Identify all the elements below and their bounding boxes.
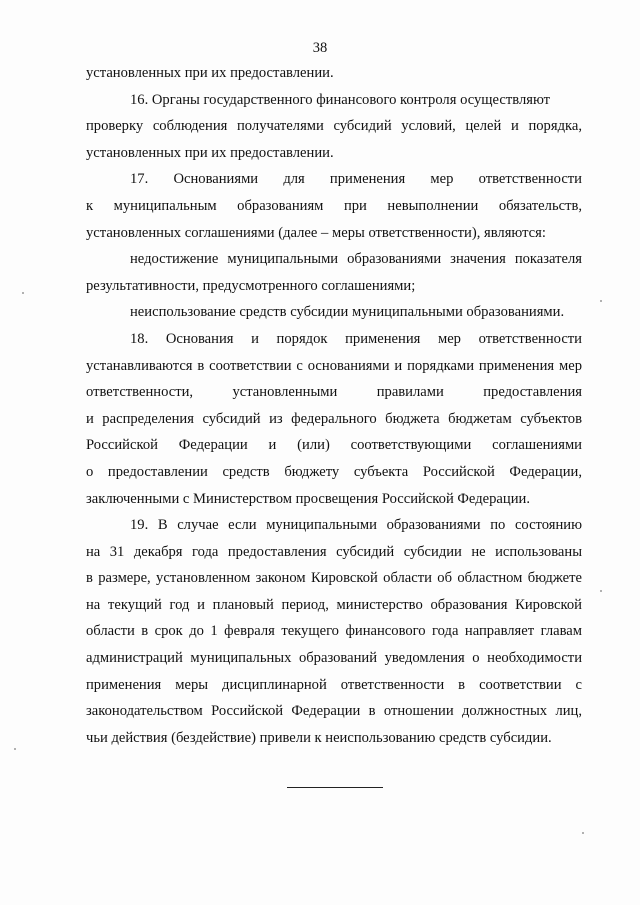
text-line: заключенными с Министерством просвещения Российской Федерации.: [86, 490, 530, 507]
text-line: установленных при их предоставлении.: [86, 65, 334, 81]
scan-speck: [582, 832, 584, 834]
text-line: к муниципальным образованиям при невыполнении обязательств,: [86, 197, 582, 214]
paragraph-18-line: 18. Основания и порядок применения мер ответственности: [130, 330, 582, 347]
closing-rule: [287, 787, 383, 788]
text-line: применения меры дисциплинарной ответственности в соответствии с: [86, 676, 582, 693]
text-line: о предоставлении средств бюджету субъекта Российской Федерации,: [86, 463, 582, 480]
text-line: установленных соглашениями (далее – меры ответственности), являются:: [86, 224, 546, 241]
text-line: Российской Федерации и (или) соответствующими соглашениями: [86, 437, 582, 454]
text-line: результативности, предусмотренного соглашениями;: [86, 277, 416, 294]
scan-speck: [14, 748, 16, 750]
text-line: устанавливаются в соответствии с основаниями и порядками применения мер: [86, 357, 582, 374]
text-line: установленных при их предоставлении.: [86, 144, 334, 161]
text-line: области в срок до 1 февраля текущего финансового года направляет главам: [86, 623, 582, 640]
text-line: на текущий год и плановый период, министерство образования Кировской: [86, 596, 582, 613]
text-line: администраций муниципальных образований уведомления о необходимости: [86, 650, 582, 667]
text-line: недостижение муниципальными образованиями значения показателя: [130, 251, 582, 268]
paragraph-17-line: 17. Основаниями для применения мер ответственности: [130, 171, 582, 188]
scan-speck: [600, 300, 602, 302]
text-line: на 31 декабря года предоставления субсидий субсидии не использованы: [86, 543, 582, 560]
text-line: чьи действия (бездействие) привели к неиспользованию средств субсидии.: [86, 729, 552, 746]
paragraph-19-line: 19. В случае если муниципальными образованиями по состоянию: [130, 517, 582, 534]
text-line: в размере, установленном законом Кировской области об областном бюджете: [86, 570, 582, 587]
scan-speck: [600, 590, 602, 592]
page-number: 38: [312, 40, 328, 56]
paragraph-16-line: 16. Органы государственного финансового контроля осуществляют: [130, 91, 551, 108]
text-line: законодательством Российской Федерации в отношении должностных лиц,: [86, 703, 582, 720]
scan-speck: [22, 292, 24, 294]
document-body: [86, 60, 582, 751]
text-line: проверку соблюдения получателями субсидий условий, целей и порядка,: [86, 118, 582, 135]
text-line: и распределения субсидий из федерального бюджета бюджетам субъектов: [86, 410, 582, 427]
text-line: неиспользование средств субсидии муниципальными образованиями.: [130, 304, 565, 321]
text-line: ответственности, установленными правилами предоставления: [86, 384, 582, 401]
